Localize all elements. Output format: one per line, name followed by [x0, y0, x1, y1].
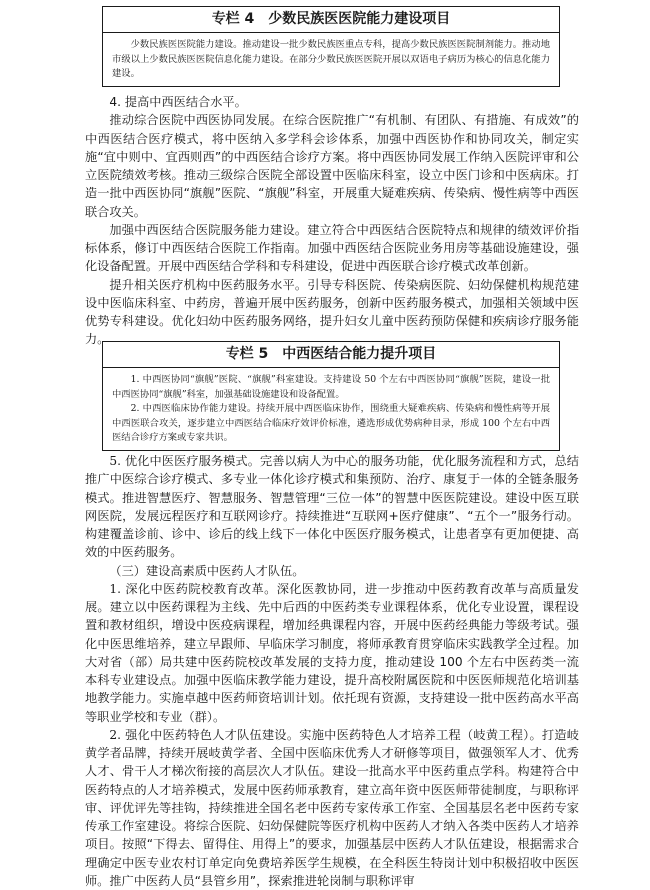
paragraph-lead: 推动综合医院中西医协同发展。: [109, 113, 283, 128]
section-5-paragraph: [85, 452, 579, 562]
section-4-paragraph-2: [85, 221, 579, 276]
part-3-section-2: [85, 726, 579, 890]
paragraph-lead: 2. 强化中医药特色人才队伍建设。: [109, 727, 300, 742]
paragraph-text: 深化医教协同，进一步推动中医药教育改革与高质量发展。建立以中医药课程为主线、先中后西的中医药类专业课程体系，优化专业设置，课程设置和教材组织，增设中医疫病课程，增加经典课程内容，开展中医药经典能力等级考试。强化中医思维培养，建立早跟师、早临床学习制度，将师承教育贯穿临床实践教学全过程。加大对省（部）局共建中医药院校改革发展的支持力度，推动建设 100 个左右中医药类一流本科专业建设点。加强中医临床教学能力建设，提升高校附属医院和中医医师规范化培训基地教学能力。实施卓越中医药师资培训计划。依托现有资源，支持建设一批中医药高水平高等职业学校和专业（群）。: [85, 581, 579, 724]
box-5-body: [103, 368, 559, 450]
box-column-4: [102, 6, 560, 87]
box-5-title: 专栏 5 中西医结合能力提升项目: [103, 342, 559, 368]
section-4-heading: 4. 提高中西医结合水平。: [109, 95, 247, 109]
paragraph-text: 完善以病人为中心的服务功能，优化服务流程和方式，总结推广中医综合诊疗模式、多专业一体化诊疗模式和集预防、治疗、康复于一体的全链条服务模式。推进智慧医疗、智慧服务、智慧管理“三位一体”的智慧中医医院建设。建设中医互联网医院，发展远程医疗和互联网诊疗。持续推进“互联网+医疗健康”、“五个一”服务行动。构建覆盖诊前、诊中、诊后的线上线下一体化中医医疗服务模式，让患者享有更加便捷、高效的中医药服务。: [85, 454, 579, 560]
box-4-title: 专栏 4 少数民族医医院能力建设项目: [103, 7, 559, 33]
box-4-body: 少数民族医医院能力建设。推动建设一批少数民族医重点专科，提高少数民族医医院制剂能力。推动地市级以上少数民族医医院信息化能力建设。在部分少数民族医医院开展以双语电子病历为核心的信息化能力建设。: [112, 39, 550, 80]
box-5-item-2: 2. 中西医临床协作能力建设。持续开展中西医临床协作，围绕重大疑难疾病、传染病和慢性病等开展中西医联合攻关，逐步建立中西医结合临床疗效评价标准，遴选形成优势病种目录，形成 100 个左右中西医结合诊疗方案或专家共识。: [112, 403, 550, 444]
paragraph-text: 实施中医药特色人才培养工程（岐黄工程）。打造岐黄学者品牌，持续开展岐黄学者、全国中医临床优秀人才研修等项目，做强领军人才、优秀人才、骨干人才梯次衔接的高层次人才队伍。建设一批高水平中医药重点学科。构建符合中医药特点的人才培养模式，发展中医药师承教育，建立高年资中医医师带徒制度，与职称评审、评优评先等挂钩，持续推进全国名老中医药专家传承工作室、全国基层名老中医药专家传承工作室建设。将综合医院、妇幼保健院等医疗机构中医药人才纳入各类中医药人才培养项目。按照“下得去、留得住、用得上”的要求，加强基层中医药人才队伍建设，根据需求合理确定中医专业农村订单定向免费培养医学生规模，在全科医生特岗计划中积极招收中医医师。推广中医药人员“县管乡用”，探索推进轮岗制与职称评审: [85, 727, 579, 888]
section-4-paragraph-1: [85, 111, 579, 221]
box-5-item-1: 1. 中西医协同“旗舰”医院、“旗舰”科室建设。支持建设 50 个左右中西医协同“旗舰”医院，建设一批中西医协同“旗舰”科室，加强基础设施建设和设备配置。: [112, 374, 550, 400]
part-3-heading: （三）建设高素质中医药人才队伍。: [109, 563, 305, 578]
paragraph-lead: 加强中西医结合医院服务能力建设。: [109, 222, 308, 237]
section-4-paragraph-3: [85, 276, 579, 349]
paragraph-text: 引导专科医院、传染病医院、妇幼保健机构规范建设中医临床科室、中药房，普遍开展中医药服务，创新中医药服务模式，加强相关领域中医优势专科建设。优化妇幼中医药服务网络，提升妇女儿童中医药预防保健和疾病诊疗服务能力。: [85, 277, 580, 347]
paragraph-lead: 5. 优化中医医疗服务模式。: [109, 454, 260, 468]
paragraph-text: 建立符合中西医结合医院特点和规律的绩效评价指标体系，修订中西医结合医院工作指南。加强中西医结合医院业务用房等基础设施建设，强化设备配置。开展中西医结合学科和专科建设，促进中西医联合诊疗模式改革创新。: [85, 222, 580, 274]
paragraph-text: 在综合医院推广“有机制、有团队、有措施、有成效”的中西医结合医疗模式，将中医纳入多学科会诊体系，加强中西医协作和协同攻关，制定实施“宜中则中、宜西则西”的中西医结合诊疗方案。将中西医协同发展工作纳入医院评审和公立医院绩效考核。推动三级综合医院全部设置中医临床科室，设立中医门诊和中医病床。打造一批中西医协同“旗舰”医院、“旗舰”科室，开展重大疑难疾病、传染病、慢性病等中西医联合攻关。: [85, 113, 579, 219]
section-5-text: [85, 452, 579, 890]
paragraph-lead: 1. 深化中医药院校教育改革。: [109, 581, 277, 596]
paragraph-lead: 提升相关医疗机构中医药服务水平。: [109, 277, 308, 292]
box-column-5: [102, 341, 560, 451]
section-4-text: [85, 93, 579, 349]
part-3-section-1: [85, 580, 579, 726]
